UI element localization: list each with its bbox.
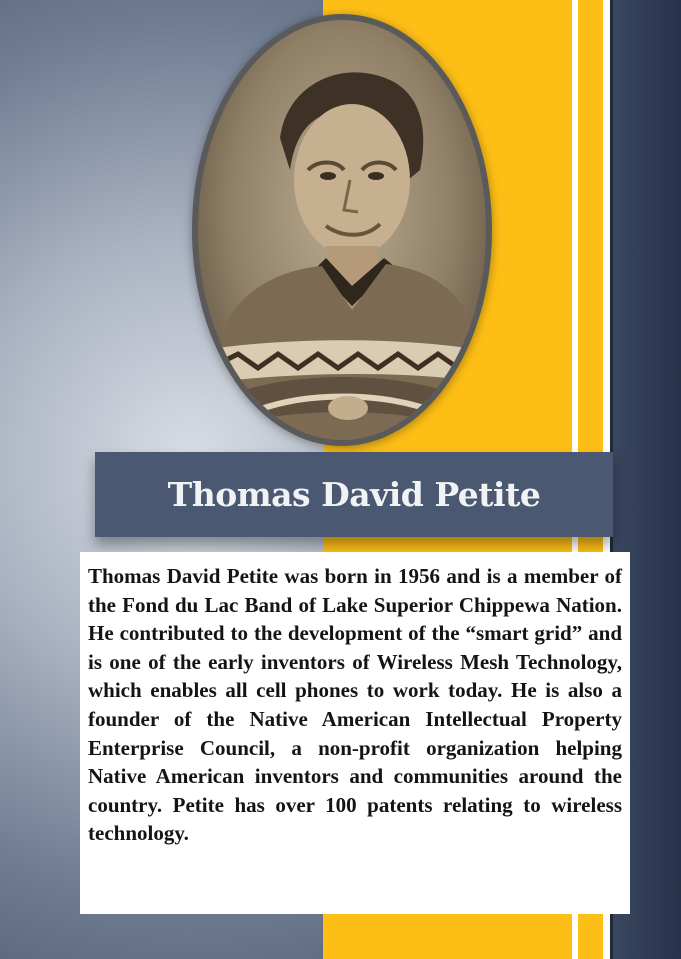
page-title: Thomas David Petite <box>167 475 541 514</box>
portrait-frame <box>192 14 492 446</box>
bio-text: Thomas David Petite was born in 1956 and is a member of the Fond du Lac Band of Lake Superior Chippewa Nation. He contributed to the development of the “smart grid” and is one of the early inventors of Wireless Mesh Technology, which enables all cell phones to work today. He is also a founder of the Native American Intellectual Property Enterprise Council, a non-profit organization helping Native American inventors and communities around the country. Petite has over 100 patents relating to wireless technology. <box>88 564 622 846</box>
title-banner <box>95 452 613 537</box>
bio-panel <box>80 552 630 914</box>
portrait-illustration <box>198 20 486 440</box>
portrait-photo-icon <box>198 20 486 440</box>
